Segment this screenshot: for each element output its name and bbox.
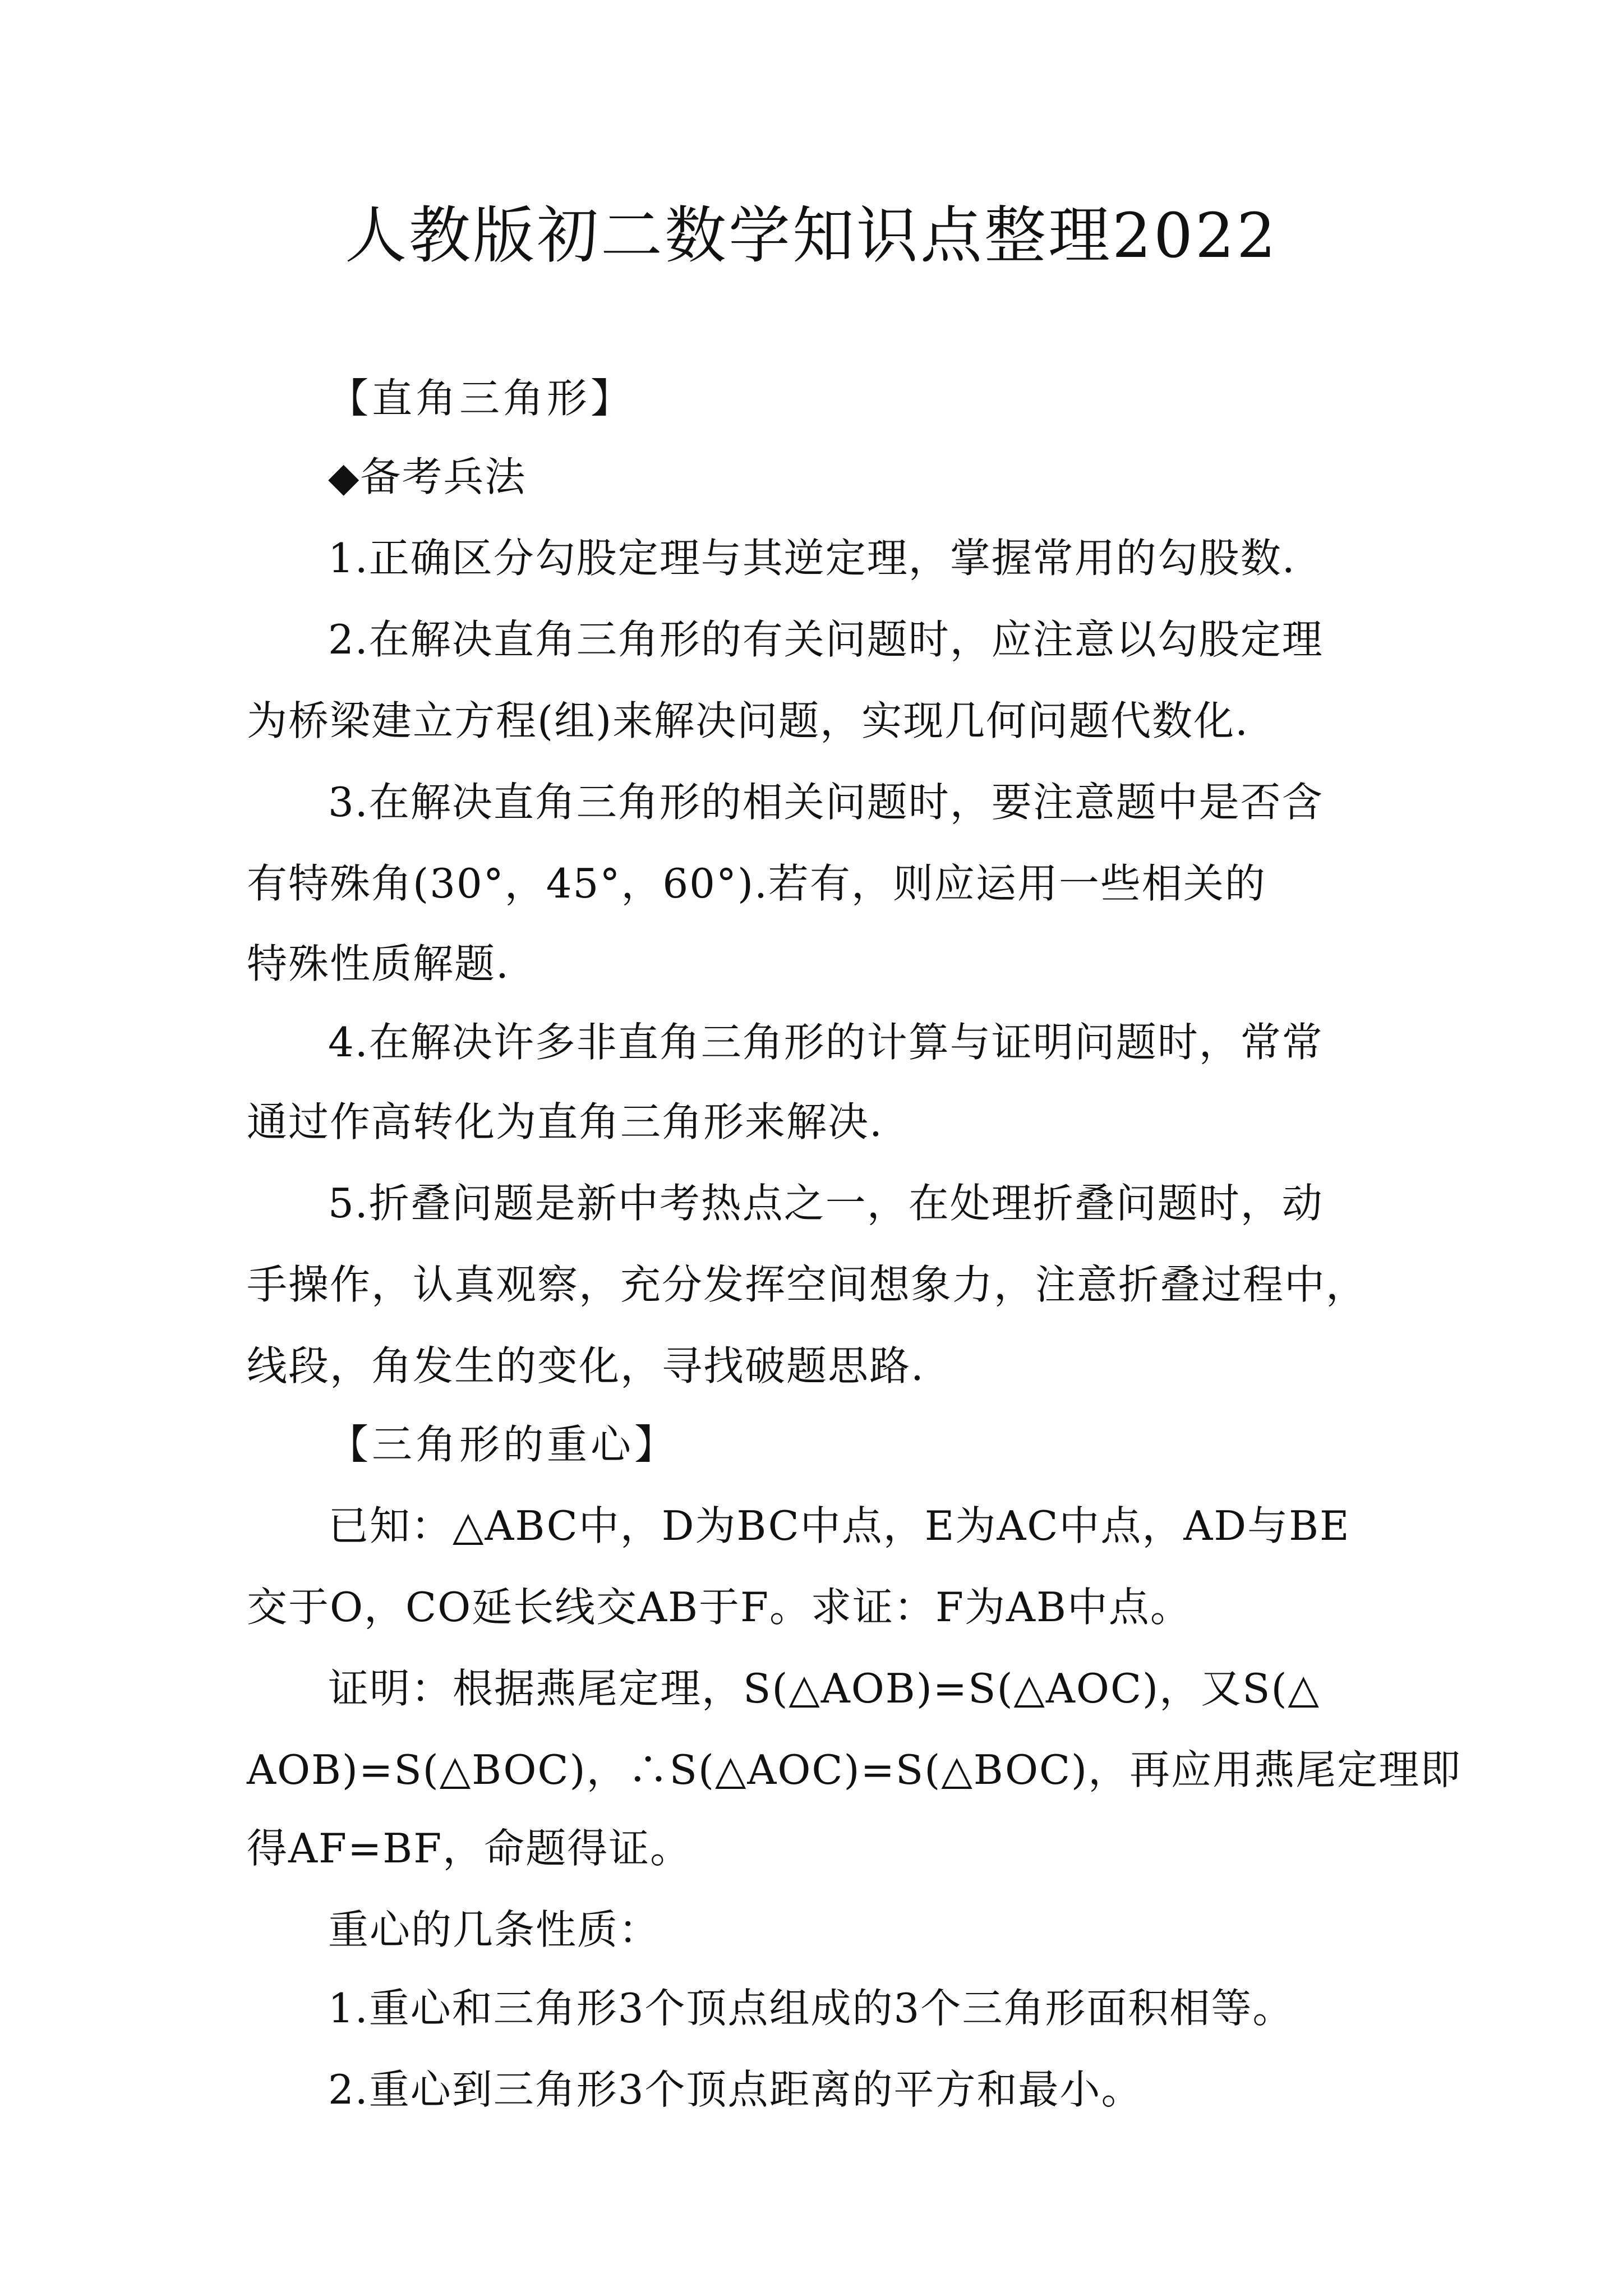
centroid-properties-heading: 重心的几条性质： <box>328 1906 661 1953</box>
tip-5-line-3: 线段，角发生的变化，寻找破题思路. <box>247 1342 925 1389</box>
proof-line-2: AOB)=S(△BOC)，∴S(△AOC)=S(△BOC)，再应用燕尾定理即 <box>247 1746 1462 1793</box>
centroid-property-2: 2.重心到三角形3个顶点距离的平方和最小。 <box>328 2066 1143 2113</box>
subheading-exam-tips: ◆备考兵法 <box>328 453 527 500</box>
tip-3-line-2: 有特殊角(30°，45°，60°).若有，则应运用一些相关的 <box>247 860 1266 907</box>
tip-2-line-1: 2.在解决直角三角形的有关问题时，应注意以勾股定理 <box>328 616 1324 663</box>
section-heading-centroid: 【三角形的重心】 <box>328 1421 679 1468</box>
proof-line-1: 证明：根据燕尾定理，S(△AOB)=S(△AOC)，又S(△ <box>328 1665 1320 1712</box>
centroid-property-1: 1.重心和三角形3个顶点组成的3个三角形面积相等。 <box>328 1985 1294 2032</box>
tip-4-line-2: 通过作高转化为直角三角形来解决. <box>247 1098 883 1145</box>
tip-1: 1.正确区分勾股定理与其逆定理，掌握常用的勾股数. <box>328 535 1296 582</box>
tip-3-line-3: 特殊性质解题. <box>247 940 510 987</box>
tip-3-line-1: 3.在解决直角三角形的相关问题时，要注意题中是否含 <box>328 779 1324 826</box>
document-title: 人教版初二数学知识点整理2022 <box>345 200 1278 272</box>
tip-5-line-1: 5.折叠问题是新中考热点之一，在处理折叠问题时，动 <box>328 1180 1324 1227</box>
tip-4-line-1: 4.在解决许多非直角三角形的计算与证明问题时，常常 <box>328 1019 1324 1066</box>
tip-2-line-2: 为桥梁建立方程(组)来解决问题，实现几何问题代数化. <box>247 697 1249 744</box>
given-line-2: 交于O，CO延长线交AB于F。求证：F为AB中点。 <box>247 1584 1192 1631</box>
tip-5-line-2: 手操作，认真观察，充分发挥空间想象力，注意折叠过程中， <box>247 1261 1368 1308</box>
given-line-1: 已知：△ABC中，D为BC中点，E为AC中点，AD与BE <box>328 1502 1350 1549</box>
section-heading-right-triangle: 【直角三角形】 <box>328 375 635 422</box>
proof-line-3: 得AF=BF，命题得证。 <box>247 1825 692 1872</box>
